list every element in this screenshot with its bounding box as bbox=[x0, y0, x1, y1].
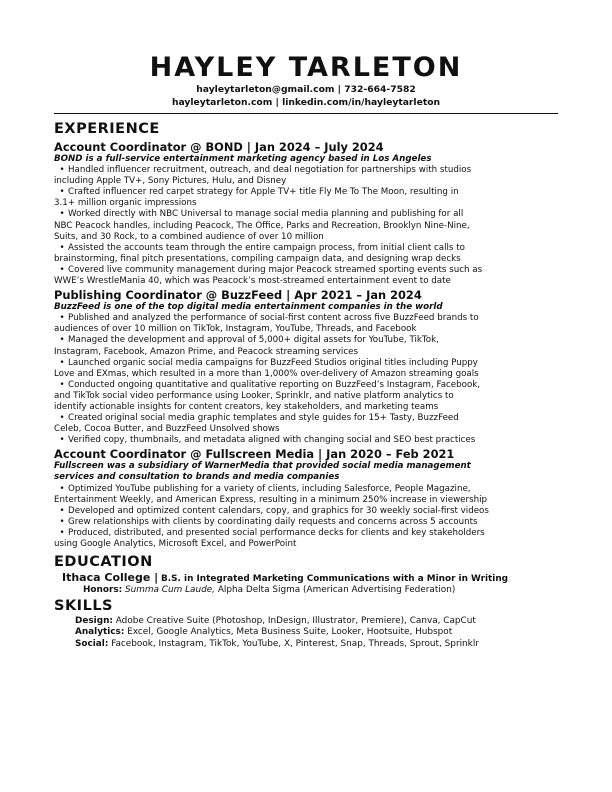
header-divider bbox=[54, 113, 558, 114]
candidate-name: HAYLEY TARLETON bbox=[149, 52, 463, 83]
bullet-icon: • bbox=[59, 435, 65, 446]
bullet-item: • Assisted the accounts team through the entire campaign process, from initial client calls to bbox=[54, 243, 558, 254]
bullet-icon: • bbox=[59, 187, 65, 198]
bullet-icon: • bbox=[59, 379, 65, 390]
bullet-icon: • bbox=[59, 357, 65, 368]
bullet-icon: • bbox=[59, 313, 65, 324]
education-entry bbox=[54, 572, 558, 585]
job-description: BuzzFeed is one of the top digital media entertainment companies in the world bbox=[54, 302, 443, 313]
skill-text: Facebook, Instagram, TikTok, YouTube, X, Pinterest, Snap, Threads, Sprout, Sprinklr bbox=[111, 638, 479, 649]
bullet-icon: • bbox=[59, 264, 65, 275]
job-fullscreen bbox=[54, 447, 558, 550]
bullet-icon: • bbox=[59, 413, 65, 424]
bullet-continuation: Instagram, Facebook, Amazon Prime, and Peacock streaming services bbox=[54, 346, 358, 357]
skill-label: Design: bbox=[75, 615, 113, 626]
bullet-continuation: 3.1+ million organic impressions bbox=[54, 198, 197, 209]
job-bullets bbox=[54, 313, 558, 446]
skill-label: Social: bbox=[75, 638, 109, 649]
bullet-item: • Optimized YouTube publishing for a variety of clients, including Salesforce, People Magazine, bbox=[54, 484, 558, 495]
bullet-item: • Conducted ongoing quantitative and qualitative reporting on BuzzFeed’s Instagram, Facebook, bbox=[54, 380, 558, 391]
bullet-item: • Launched organic social media campaigns for BuzzFeed Studios original titles including Puppy bbox=[54, 358, 558, 369]
bullet-continuation: identify actionable insights for content creators, key stakeholders, and marketing teams bbox=[54, 401, 439, 412]
honors-label: Honors: bbox=[83, 585, 123, 596]
bullet-continuation: audiences of over 10 million on TikTok, Instagram, YouTube, Threads, and Facebook bbox=[54, 324, 417, 335]
job-description: Fullscreen was a subsidiary of WarnerMedia that provided social media management bbox=[54, 461, 471, 472]
bullet-continuation: NBC Peacock handles, including Peacock, The Office, Parks and Recreation, Brooklyn Nine-Nine, bbox=[54, 220, 470, 231]
bullet-item: • Crafted influencer red carpet strategy for Apple TV+ title Fly Me To The Moon, resulting in bbox=[54, 187, 558, 198]
bullet-item: • Handled influencer recruitment, outreach, and deal negotiation for partnerships with studios bbox=[54, 165, 558, 176]
bullet-icon: • bbox=[59, 516, 65, 527]
bullet-icon: • bbox=[59, 527, 65, 538]
bullet-item: • Developed and optimized content calendars, copy, and graphics for 30 weekly social-first videos bbox=[54, 506, 558, 517]
honors-society: Alpha Delta Sigma (American Advertising Federation) bbox=[217, 585, 456, 596]
skill-label: Analytics: bbox=[75, 627, 125, 638]
job-description: BOND is a full-service entertainment marketing agency based in Los Angeles bbox=[54, 154, 432, 164]
bullet-continuation: and TikTok social video performance using Looker, Sprinklr, and native platform analytics to bbox=[54, 390, 454, 401]
education-heading: EDUCATION bbox=[54, 554, 153, 571]
bullet-icon: • bbox=[59, 483, 65, 494]
honors-latin: Summa Cum Laude, bbox=[124, 585, 216, 596]
skills-heading: SKILLS bbox=[54, 597, 113, 614]
job-bullets bbox=[54, 484, 558, 551]
bullet-continuation: Celeb, Cocoa Butter, and BuzzFeed Unsolved shows bbox=[54, 424, 280, 435]
job-bond bbox=[54, 140, 558, 287]
job-title: Account Coordinator @ Fullscreen Media | Jan 2020 – Feb 2021 bbox=[54, 447, 455, 462]
bullet-continuation: using Google Analytics, Microsoft Excel, and PowerPoint bbox=[54, 539, 297, 549]
education-honors bbox=[54, 585, 558, 597]
degree: B.S. in Integrated Marketing Communications with a Minor in Writing bbox=[161, 574, 508, 585]
experience-heading: EXPERIENCE bbox=[54, 121, 160, 137]
skill-text: Excel, Google Analytics, Meta Business Suite, Looker, Hootsuite, Hubspot bbox=[127, 627, 453, 638]
bullet-item: • Grew relationships with clients by coordinating daily requests and concerns across 5 accounts bbox=[54, 517, 558, 528]
bullet-icon: • bbox=[59, 505, 65, 516]
bullet-item: • Managed the development and approval of 5,000+ digital assets for YouTube, TikTok, bbox=[54, 335, 558, 346]
bullet-icon: • bbox=[59, 335, 65, 346]
skill-row-design bbox=[54, 616, 558, 628]
resume-header bbox=[0, 52, 612, 109]
skill-row-analytics bbox=[54, 627, 558, 639]
bullet-continuation: brainstorming, final pitch presentations, compiling campaign data, and designing wrap decks bbox=[54, 253, 461, 264]
job-bullets bbox=[54, 165, 558, 287]
bullet-item: • Produced, distributed, and presented social performance decks for clients and key stakeholders bbox=[54, 528, 558, 539]
bullet-item: • Covered live community management during major Peacock streamed sporting events such as bbox=[54, 265, 558, 276]
job-description-continued: services and consultation to brands and media companies bbox=[54, 472, 340, 483]
skill-text: Adobe Creative Suite (Photoshop, InDesign, Illustrator, Premiere), Canva, CapCut bbox=[115, 615, 476, 626]
bullet-item: • Published and analyzed the performance of social-first content across five BuzzFeed brands to bbox=[54, 313, 558, 324]
job-title: Account Coordinator @ BOND | Jan 2024 – July 2024 bbox=[54, 140, 384, 154]
bullet-continuation: including Apple TV+, Sony Pictures, Hulu, and Disney bbox=[54, 176, 287, 187]
bullet-continuation: Love and EXmas, which resulted in a more than 1,000% over-delivery of Amazon streaming goals bbox=[54, 368, 479, 379]
bullet-icon: • bbox=[59, 165, 65, 176]
contact-line-links: hayleytarleton.com | linkedin.com/in/hayleytarleton bbox=[171, 96, 441, 108]
job-title: Publishing Coordinator @ BuzzFeed | Apr 2021 – Jan 2024 bbox=[54, 288, 422, 303]
bullet-icon: • bbox=[59, 242, 65, 253]
bullet-item: • Created original social media graphic templates and style guides for 15+ Tasty, BuzzFeed bbox=[54, 413, 558, 424]
resume-body bbox=[54, 120, 558, 650]
bullet-continuation: Suits, and 30 Rock, to a combined audience of over 10 million bbox=[54, 231, 324, 242]
bullet-continuation: Entertainment Weekly, and American Express, resulting in a minimum 250% increase in viewership bbox=[54, 494, 488, 505]
job-buzzfeed bbox=[54, 288, 558, 446]
bullet-continuation: WWE’s WrestleMania 40, which was Peacock’s most-streamed entertainment event to date bbox=[54, 276, 451, 287]
bullet-item: • Worked directly with NBC Universal to manage social media planning and publishing for all bbox=[54, 209, 558, 220]
bullet-icon: • bbox=[59, 209, 65, 220]
school-name: Ithaca College | bbox=[62, 571, 159, 585]
skill-row-social bbox=[54, 639, 558, 651]
bullet-item: • Verified copy, thumbnails, and metadata aligned with changing social and SEO best practices bbox=[54, 435, 558, 446]
contact-line-email-phone: hayleytarleton@gmail.com | 732-664-7582 bbox=[196, 84, 416, 95]
